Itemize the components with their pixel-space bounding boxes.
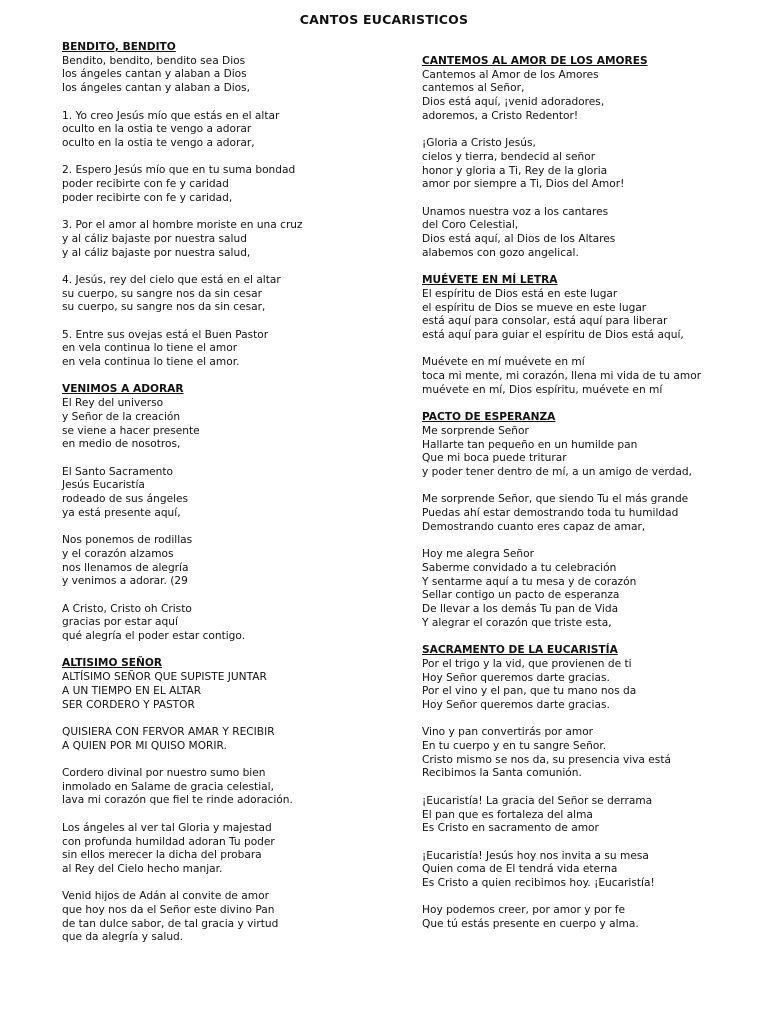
- stanza: [62, 110, 392, 151]
- lyric-line: Dios está aquí, al Dios de los Altares: [422, 233, 616, 246]
- lyric-line: se viene a hacer presente: [62, 424, 200, 437]
- lyric-line: Que mi boca puede triturar: [422, 452, 567, 465]
- lyric-line: Saberme convidado a tu celebración: [422, 561, 617, 574]
- lyric-line: amor por siempre a Ti, Dios del Amor!: [422, 178, 625, 191]
- lyric-line: 3. Por el amor al hombre moriste en una cruz: [62, 219, 303, 232]
- lyric-line: Es Cristo en sacramento de amor: [422, 822, 599, 835]
- song-block: [62, 41, 392, 370]
- left-column: [62, 41, 392, 959]
- stanza: [422, 493, 742, 534]
- lyric-line: y Señor de la creación: [62, 410, 181, 423]
- lyric-line: en vela continua lo tiene el amor.: [62, 356, 240, 369]
- lyric-line: Bendito, bendito, bendito sea Dios: [62, 54, 246, 67]
- stanza: [62, 822, 392, 877]
- song-title: CANTEMOS AL AMOR DE LOS AMORES: [422, 55, 648, 67]
- lyric-line: y venimos a adorar. (29: [62, 575, 188, 588]
- lyric-line: muévete en mí, Dios espíritu, muévete en mí: [422, 383, 663, 396]
- song-title: PACTO DE ESPERANZA: [422, 411, 556, 424]
- lyric-line: Por el trigo y la vid, que provienen de ti: [422, 657, 632, 670]
- lyric-line: de tan dulce sabor, de tal gracia y virtud: [62, 917, 279, 930]
- lyric-line: en vela continua lo tiene el amor: [62, 342, 238, 355]
- lyric-line: adoremos, a Cristo Redentor!: [422, 109, 579, 122]
- stanza: [62, 671, 392, 712]
- song-block: [422, 55, 742, 261]
- stanza: [422, 206, 742, 261]
- stanza: [422, 850, 742, 891]
- lyric-line: 5. Entre sus ovejas está el Buen Pastor: [62, 328, 269, 341]
- lyric-line: qué alegría el poder estar contigo.: [62, 630, 246, 643]
- lyric-line: Y sentarme aquí a tu mesa y de corazón: [422, 575, 637, 588]
- stanza: [62, 55, 392, 96]
- song-block: [62, 657, 392, 945]
- stanza: [62, 726, 392, 753]
- lyric-line: ¡Eucaristía! Jesús hoy nos invita a su mesa: [422, 849, 649, 862]
- lyric-line: Jesús Eucaristía: [62, 479, 145, 492]
- stanza: [422, 795, 742, 836]
- song-title: SACRAMENTO DE LA EUCARISTÍA: [422, 644, 618, 657]
- lyric-line: rodeado de sus ángeles: [62, 493, 189, 506]
- lyric-line: Cristo mismo se nos da, su presencia viva está: [422, 753, 671, 766]
- song-title: ALTISIMO SEÑOR: [62, 657, 163, 670]
- lyric-line: SER CORDERO Y PASTOR: [62, 698, 195, 711]
- lyric-line: Vino y pan convertirás por amor: [422, 726, 594, 739]
- stanza: [62, 466, 392, 521]
- lyric-line: Hoy me alegra Señor: [422, 548, 534, 561]
- lyric-line: toca mi mente, mi corazón, llena mi vida de tu amor: [422, 370, 702, 383]
- stanza: [62, 329, 392, 370]
- lyric-line: Hoy Señor queremos darte gracias.: [422, 671, 610, 684]
- lyric-line: Cordero divinal por nuestro sumo bien: [62, 767, 266, 780]
- lyric-line: cielos y tierra, bendecid al señor: [422, 150, 596, 163]
- lyric-line: nos llenamos de alegría: [62, 561, 189, 574]
- stanza: [62, 534, 392, 589]
- lyric-line: El Rey del universo: [62, 397, 164, 410]
- lyric-line: cantemos al Señor,: [422, 82, 525, 95]
- right-column: [422, 55, 742, 946]
- lyric-line: En tu cuerpo y en tu sangre Señor.: [422, 740, 607, 753]
- lyric-line: y al cáliz bajaste por nuestra salud,: [62, 246, 251, 259]
- lyric-line: Hallarte tan pequeño en un humilde pan: [422, 438, 638, 451]
- lyric-line: Puedas ahí estar demostrando toda tu humildad: [422, 507, 679, 520]
- stanza: [62, 890, 392, 945]
- lyric-line: QUISIERA CON FERVOR AMAR Y RECIBIR: [62, 725, 275, 738]
- lyric-line: en medio de nosotros,: [62, 438, 181, 451]
- lyric-line: Demostrando cuanto eres capaz de amar,: [422, 520, 646, 533]
- lyric-line: Venid hijos de Adán al convite de amor: [62, 890, 269, 903]
- lyric-line: honor y gloria a Ti, Rey de la gloria: [422, 164, 608, 177]
- lyric-line: poder recibirte con fe y caridad,: [62, 191, 233, 204]
- lyric-line: Es Cristo a quien recibimos hoy. ¡Eucaristía!: [422, 877, 655, 890]
- lyric-line: El pan que es fortaleza del alma: [422, 808, 593, 821]
- stanza: [422, 548, 742, 630]
- stanza: [422, 658, 742, 713]
- lyric-line: Dios está aquí, ¡venid adoradores,: [422, 96, 605, 109]
- lyric-line: A Cristo, Cristo oh Cristo: [62, 602, 192, 615]
- stanza: [422, 904, 742, 931]
- lyric-line: El Santo Sacramento: [62, 465, 174, 478]
- lyric-line: y el corazón alzamos: [62, 547, 174, 560]
- stanza: [62, 767, 392, 808]
- lyric-line: De llevar a los demás Tu pan de Vida: [422, 603, 619, 616]
- lyric-line: Nos ponemos de rodillas: [62, 534, 193, 547]
- lyric-line: alabemos con gozo angelical.: [422, 246, 579, 259]
- lyric-line: está aquí para guiar el espíritu de Dios está aquí,: [422, 329, 684, 342]
- lyric-line: oculto en la ostia te vengo a adorar: [62, 123, 252, 136]
- stanza: [422, 69, 742, 124]
- document-title: CANTOS EUCARISTICOS: [299, 12, 469, 27]
- lyric-line: y al cáliz bajaste por nuestra salud: [62, 232, 247, 245]
- lyric-line: su cuerpo, su sangre nos da sin cesar,: [62, 301, 266, 314]
- lyric-line: Hoy Señor queremos darte gracias.: [422, 698, 610, 711]
- lyric-line: Recibimos la Santa comunión.: [422, 767, 582, 780]
- lyric-line: Me sorprende Señor: [422, 424, 529, 437]
- lyric-line: ¡Eucaristía! La gracia del Señor se derrama: [422, 794, 653, 807]
- lyric-line: El espíritu de Dios está en este lugar: [422, 287, 618, 300]
- lyric-line: Sellar contigo un pacto de esperanza: [422, 589, 620, 602]
- lyric-line: ya está presente aquí,: [62, 506, 181, 519]
- song-block: [422, 644, 742, 932]
- lyric-line: Por el vino y el pan, que tu mano nos da: [422, 685, 637, 698]
- lyric-line: está aquí para consolar, está aquí para liberar: [422, 315, 668, 328]
- song-title: MUÉVETE EN MÍ LETRA: [422, 274, 558, 287]
- lyric-line: 2. Espero Jesús mío que en tu suma bondad: [62, 164, 296, 177]
- lyric-line: los ángeles cantan y alaban a Dios: [62, 68, 247, 81]
- song-block: [62, 383, 392, 643]
- song-title: BENDITO, BENDITO: [62, 41, 176, 53]
- stanza: [422, 425, 742, 480]
- stanza: [422, 726, 742, 781]
- stanza: [62, 397, 392, 452]
- song-block: [422, 274, 742, 397]
- lyric-line: Unamos nuestra voz a los cantares: [422, 205, 609, 218]
- stanza: [62, 603, 392, 644]
- lyric-line: lava mi corazón que fiel te rinde adoración.: [62, 794, 293, 807]
- lyric-line: inmolado en Salame de gracia celestial,: [62, 780, 274, 793]
- lyric-line: oculto en la ostia te vengo a adorar,: [62, 136, 255, 149]
- stanza: [422, 288, 742, 343]
- lyric-line: al Rey del Cielo hecho manjar.: [62, 862, 223, 875]
- lyric-line: 4. Jesús, rey del cielo que está en el altar: [62, 273, 281, 286]
- lyric-line: Muévete en mí muévete en mí: [422, 356, 585, 369]
- lyric-line: Y alegrar el corazón que triste esta,: [422, 616, 612, 629]
- lyric-line: y poder tener dentro de mí, a un amigo de verdad,: [422, 466, 692, 479]
- lyric-line: los ángeles cantan y alaban a Dios,: [62, 82, 251, 95]
- stanza: [422, 356, 742, 397]
- stanza: [62, 274, 392, 315]
- lyric-line: que hoy nos da el Señor este divino Pan: [62, 904, 275, 917]
- lyric-line: poder recibirte con fe y caridad: [62, 178, 229, 190]
- lyric-line: con profunda humildad adoran Tu poder: [62, 835, 275, 848]
- lyric-line: Me sorprende Señor, que siendo Tu el más grande: [422, 493, 689, 506]
- lyric-line: Que tú estás presente en cuerpo y alma.: [422, 918, 639, 931]
- lyric-line: 1. Yo creo Jesús mío que estás en el altar: [62, 109, 280, 122]
- lyric-line: que da alegría y salud.: [62, 931, 184, 944]
- lyric-line: ALTÍSIMO SEÑOR QUE SUPISTE JUNTAR: [62, 671, 267, 684]
- lyric-line: Los ángeles al ver tal Gloria y majestad: [62, 821, 272, 834]
- lyric-line: A QUIEN POR MI QUISO MORIR.: [62, 739, 227, 752]
- lyric-line: su cuerpo, su sangre nos da sin cesar: [62, 287, 262, 300]
- song-title: VENIMOS A ADORAR: [62, 383, 184, 396]
- song-block: [422, 411, 742, 630]
- lyric-line: sin ellos merecer la dicha del probara: [62, 849, 262, 862]
- lyric-line: gracias por estar aquí: [62, 616, 178, 629]
- lyric-line: Hoy podemos creer, por amor y por fe: [422, 904, 626, 917]
- lyric-line: ¡Gloria a Cristo Jesús,: [422, 137, 536, 150]
- lyric-line: Quien coma de El tendrá vida eterna: [422, 863, 618, 876]
- lyric-line: A UN TIEMPO EN EL ALTAR: [62, 684, 202, 697]
- stanza: [62, 164, 392, 205]
- lyric-line: Cantemos al Amor de los Amores: [422, 68, 599, 81]
- stanza: [62, 219, 392, 260]
- lyric-line: el espíritu de Dios se mueve en este lugar: [422, 301, 647, 314]
- lyric-line: del Coro Celestial,: [422, 219, 519, 232]
- stanza: [422, 137, 742, 192]
